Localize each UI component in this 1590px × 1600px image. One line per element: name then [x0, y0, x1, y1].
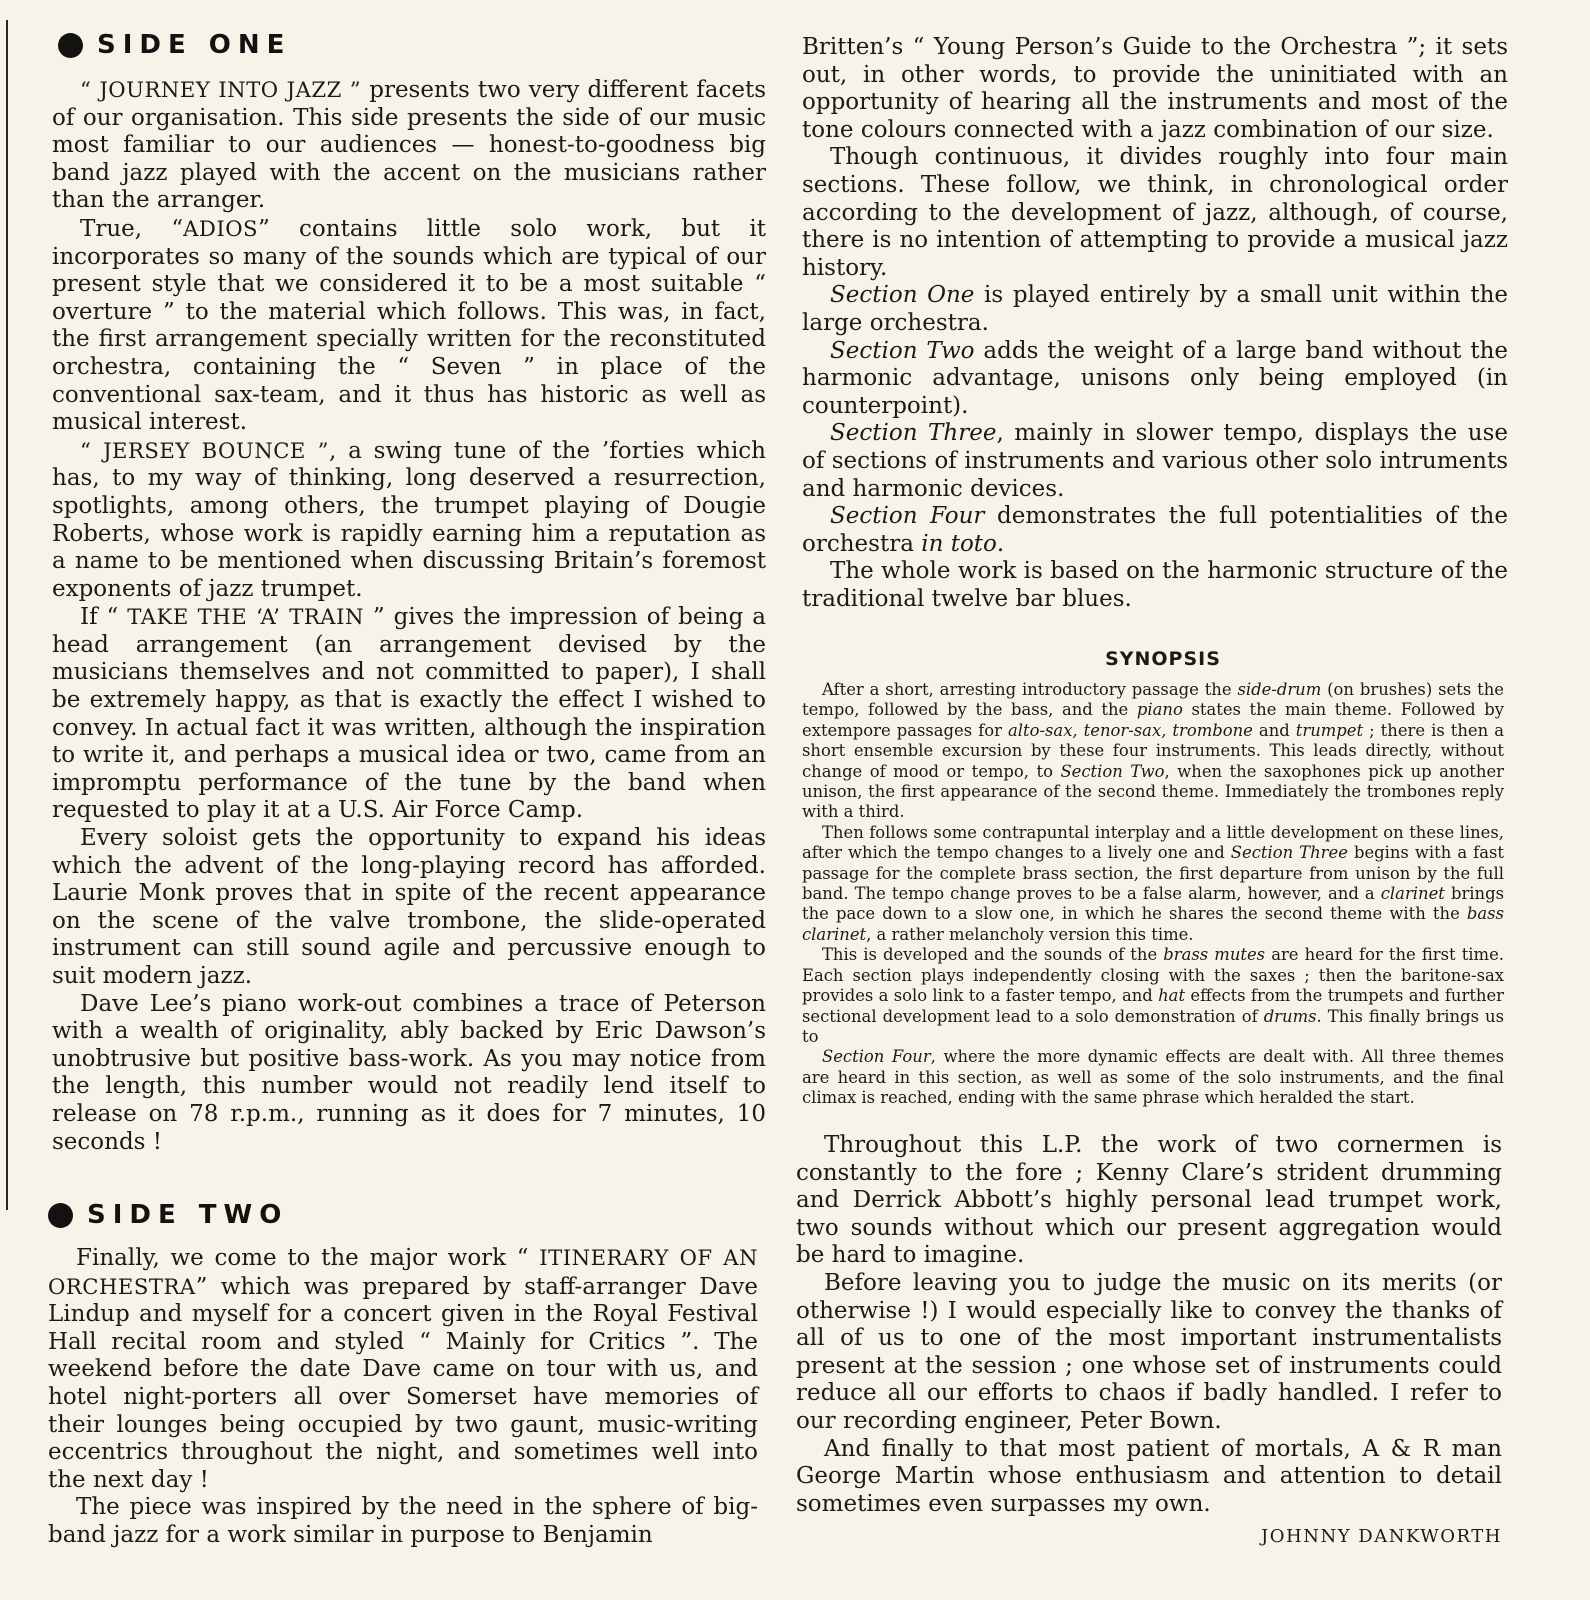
track-title: TAKE THE ‘A’ TRAIN: [127, 604, 364, 630]
paragraph-text: .: [996, 530, 1005, 557]
section-label: Section Four: [830, 503, 985, 530]
paragraph-text: True, “: [80, 215, 184, 242]
side-one-paragraph: [52, 437, 766, 604]
description-paragraph: Britten’s “ Young Person’s Guide to the Orchestra ”; it sets out, in other words, to provide the uninitiated with an opportunity of hearing all the instruments and most of the tone colours connected with a jazz combination of our size.: [802, 34, 1508, 143]
track-title: ADIOS: [183, 215, 259, 241]
closing-paragraph: And finally to that most patient of mortals, A & R man George Martin whose enthusiasm and attention to detail sometimes even surpasses my own.: [796, 1435, 1502, 1517]
synopsis-paragraph: After a short, arresting introductory passage the side-drum (on brushes) sets the tempo, followed by the bass, and the piano states the main theme. Followed by extempore passages for alto-sax, tenor-sax, trombone and trumpet ; there is then a short ensemble excursion by these four instruments. This leads directly, without change of mood or tempo, to Section Two, when the saxophones pick up another unison, the first appearance of the second theme. Immediately the trombones reply with a third.: [802, 680, 1505, 822]
paragraph-text: Finally, we come to the major work “: [76, 1245, 540, 1271]
closing-paragraph: Before leaving you to judge the music on its merits (or otherwise !) I would especially like to convey the thanks of all of us to one of the most important instrumentalists present at the session ; one whose set of instruments could reduce all our efforts to chaos if badly handled. I refer to our recording engineer, Peter Bown.: [796, 1269, 1502, 1434]
side-two-heading: [48, 1200, 288, 1230]
side-two-title: SIDE TWO: [87, 1200, 289, 1230]
section-label: Section One: [830, 282, 975, 309]
side-one-body: [52, 76, 766, 1156]
paragraph-text: , mainly in slower tempo, displays the use of sections of instruments and various other solo intruments and harmonic devices.: [802, 420, 1508, 502]
side-one-paragraph: [52, 603, 766, 825]
paragraph-text: , a swing tune of the ’forties which has, to my way of thinking, long deserved a resurrection, spotlights, among others, the trumpet playing of Dougie Roberts, whose work is rapidly earning him a reputation as a name to be mentioned when discussing Britain’s foremost exponents of jazz trumpet.: [52, 437, 766, 602]
section-three-paragraph: [802, 420, 1508, 503]
closing-paragraph: Throughout this L.P. the work of two cornermen is constantly to the fore ; Kenny Clare’s strident drumming and Derrick Abbott’s highly personal lead trumpet work, two sounds without which our present aggregation would be hard to imagine.: [796, 1132, 1502, 1269]
track-title: “ JOURNEY INTO JAZZ ”: [80, 77, 362, 102]
side-one-title: SIDE ONE: [97, 30, 292, 60]
side-two-paragraph: The piece was inspired by the need in the sphere of big-band jazz for a work similar in purpose to Benjamin: [48, 1494, 758, 1548]
side-one-heading: [58, 30, 291, 60]
side-one-paragraph: Dave Lee’s piano work-out combines a trace of Peterson with a wealth of originality, ably backed by Eric Dawson’s unobtrusive but positive bass-work. As you may notice from the length, this number would not readily lend itself to release on 78 r.p.m., running as it does for 7 minutes, 10 seconds !: [52, 990, 766, 1155]
section-label: Section Three: [830, 420, 997, 447]
paragraph-text: presents two very different facets of our organisation. This side presents the side of our music most familiar to our audiences — honest-to-goodness big band jazz played with the accent on the musicians rather than the arranger.: [52, 77, 767, 214]
synopsis-paragraph: This is developed and the sounds of the brass mutes are heard for the first time. Each section plays independently closing with the saxes ; then the baritone-sax provides a solo link to a faster tempo, and hat effects from the trumpets and further sectional development lead to a solo demonstration of drums. This finally brings us to: [802, 945, 1504, 1046]
paragraph-text: If “: [80, 604, 128, 631]
paragraph-text: ” contains little solo work, but it incorporates so many of the sounds which are typical of our present style that we considered it to be a most suitable “ overture ” to the material which follows. This was, in fact, the first arrangement specially written for the reconstituted orchestra, containing the “ Seven ” in place of the conventional sax-team, and it thus has historic as well as musical interest.: [52, 215, 767, 436]
side-one-paragraph: Every soloist gets the opportunity to expand his ideas which the advent of the long-playing record has afforded. Laurie Monk proves that in spite of the recent appearance on the scene of the valve trombone, the slide-operated instrument can still sound agile and percussive enough to suit modern jazz.: [52, 825, 766, 989]
side-one-paragraph: [52, 215, 766, 437]
side-one-paragraph: [52, 76, 766, 215]
track-title: “ JERSEY BOUNCE ”: [80, 437, 329, 463]
bullet-icon: [48, 1203, 73, 1228]
left-edge-line: [6, 20, 8, 1210]
section-two-paragraph: [802, 338, 1508, 421]
italic-phrase: in toto: [921, 530, 997, 557]
itinerary-description: [802, 34, 1508, 613]
track-title: ITINERARY OF AN ORCHESTRA: [48, 1245, 759, 1299]
bullet-icon: [58, 33, 83, 58]
section-label: Section Two: [830, 337, 975, 364]
description-paragraph: Though continuous, it divides roughly into four main sections. These follow, we think, in chronological order according to the development of jazz, although, of course, there is no intention of attempting to provide a musical jazz history.: [802, 144, 1508, 281]
author-signature: JOHNNY DANKWORTH: [1261, 1526, 1502, 1548]
closing-notes: [796, 1132, 1502, 1547]
synopsis-body: [802, 680, 1504, 1109]
synopsis-paragraph: Section Four, where the more dynamic effects are dealt with. All three themes are heard in this section, as well as some of the solo instruments, and the final climax is reached, ending with the same phrase which heralded the start.: [802, 1047, 1504, 1108]
side-two-body: [48, 1244, 758, 1550]
description-paragraph: The whole work is based on the harmonic structure of the traditional twelve bar blues.: [802, 558, 1508, 612]
paragraph-text: is played entirely by a small unit within the large orchestra.: [802, 282, 1508, 336]
paragraph-text: ” gives the impression of being a head arrangement (an arrangement devised by the musicians themselves and not committed to paper), I shall be extremely happy, as that is exactly the effect I wished to convey. In actual fact it was written, although the inspiration to write it, and perhaps a musical idea or two, came from an impromptu performance of the tune by the band when requested to play it at a U.S. Air Force Camp.: [52, 604, 766, 824]
section-four-paragraph: [802, 503, 1508, 558]
synopsis-paragraph: Then follows some contrapuntal interplay and a little development on these lines, after which the tempo changes to a lively one and Section Three begins with a fast passage for the complete brass section, the first departure from unison by the full band. The tempo change proves to be a false alarm, however, and a clarinet brings the pace down to a slow one, in which he shares the second theme with the bass clarinet, a rather melancholy version this time.: [802, 822, 1504, 944]
synopsis-title: SYNOPSIS: [1105, 648, 1221, 670]
paragraph-text: ” which was prepared by staff-arranger Dave Lindup and myself for a concert given in the Royal Festival Hall recital room and styled “ Mainly for Critics ”. The weekend before the date Dave came on tour with us, and hotel night-porters all over Somerset have memories of their lounges being occupied by two gaunt, music-writing eccentrics throughout the night, and sometimes well into the next day !: [48, 1273, 758, 1493]
side-two-paragraph: [48, 1244, 758, 1494]
paragraph-text: adds the weight of a large band without the harmonic advantage, unisons only being employed (in counterpoint).: [802, 337, 1508, 419]
section-one-paragraph: [802, 282, 1508, 337]
paragraph-text: demonstrates the full potentialities of the orchestra: [802, 503, 1508, 557]
